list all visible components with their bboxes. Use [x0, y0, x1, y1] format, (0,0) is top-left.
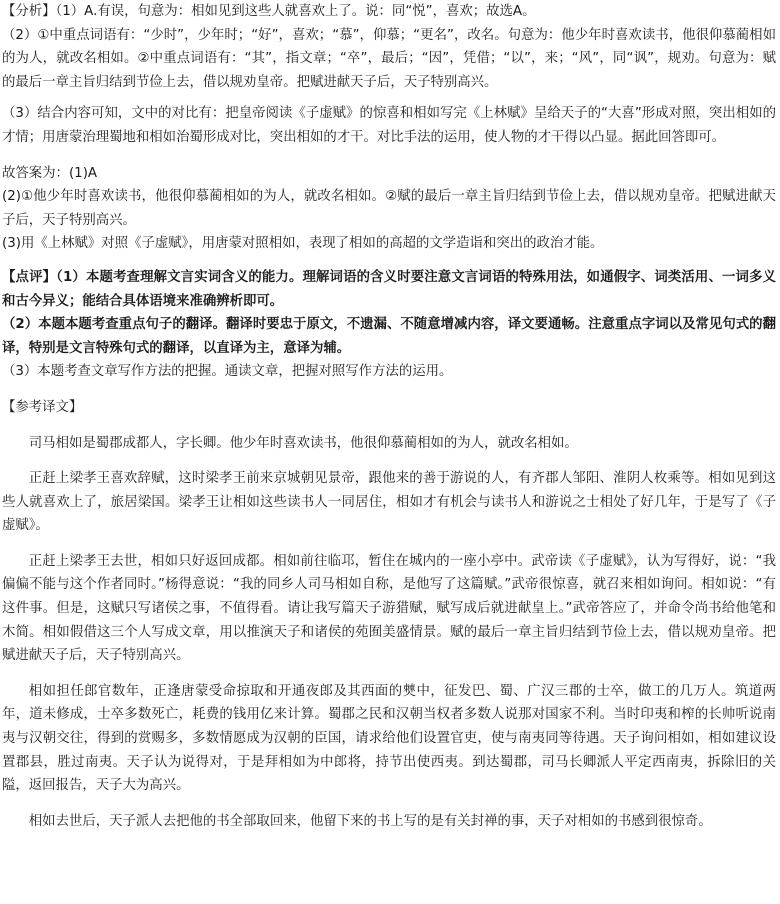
- answer-item-2: (2)①他少年时喜欢读书，他很仰慕蔺相如的为人，就改名相如。②赋的最后一章主旨归结到节俭上去，借以规劝皇帝。把赋进献天子后，天子特别高兴。: [2, 189, 776, 228]
- translation-paragraph-4: 相如担任郎官数年，正逢唐蒙受命掠取和开通夜郎及其西面的僰中，征发巴、蜀、广汉三郡的士卒，做工的几万人。筑道两年，道未修成，士卒多数死亡，耗费的钱用亿来计算。蜀郡之民和汉朝当权者多数人说那对国家不利。当时印夷和榨的长帅听说南夷与汉朝交往，得到的赏赐多，多数情愿成为汉朝的臣国，请求给他们设置官吏，使与南夷同等待遇。天子询问相如，相如建议设置郡县，胜过南夷。天子认为说得对，于是拜相如为中郎将，持节出使西夷。到达蜀郡，司马长卿派人平定西南夷，拆除旧的关隘，返回报告，天子大为高兴。: [2, 683, 776, 794]
- translation-paragraph-5: 相如去世后，天子派人去把他的书全部取回来，他留下来的书上写的是有关封禅的事，天子对相如的书感到很惊奇。: [28, 813, 712, 829]
- analysis-point-1: [2, 0, 776, 24]
- translation-paragraph-3: 正赶上梁孝王去世，相如只好返回成都。相如前往临邛，暂住在城内的一座小亭中。武帝读《子虚赋》，认为写得好，说：“我偏偏不能与这个作者同时。”杨得意说：“我的同乡人司马相如自称，是他写了这篇赋。”武帝很惊喜，就召来相如询问。相如说：“有这件事。但是，这赋只写诸侯之事，不值得看。请让我写篇天子游猎赋，赋写成后就进献皇上。”武帝答应了，并命令尚书给他笔和木简。相如假借这三个人写成文章，用以推演天子和诸侯的苑囿美盛情景。赋的最后一章主旨归结到节俭上去，借以规劝皇帝。把赋进献天子后，天子特别高兴。: [2, 553, 776, 664]
- translation-paragraph-1: 司马相如是蜀郡成都人，字长卿。他少年时喜欢读书，他很仰慕蔺相如的为人，就改名相如。: [28, 435, 578, 451]
- translation-section: [2, 396, 776, 834]
- analysis-point-2: （2）①中重点词语有：“少时”，少年时；“好”，喜欢；“慕”，仰慕；“更名”，改名。句意为：他少年时喜欢读书，他很仰慕蔺相如的为人，就改名相如。②中重点词语有：“其”，指文章；“卒”，最后；“因”，凭借；“以”，来；“风”，同“讽”，规劝。句意为：赋的最后一章主旨归结到节俭上去，借以规劝皇帝。把赋进献天子后，天子特别高兴。: [2, 27, 776, 90]
- comment-point-3: （3）本题考查文章写作方法的把握。通读文章，把握对照写作方法的运用。: [2, 364, 453, 380]
- analysis-section: [2, 0, 776, 150]
- answer-item-3: (3)用《上林赋》对照《子虚赋》，用唐蒙对照相如，表现了相如的高超的文学造诣和突出的政治才能。: [2, 236, 604, 252]
- analysis-heading: 【分析】: [2, 4, 56, 19]
- comment-point-1: 【点评】（1）本题考查理解文言实词含义的能力。理解词语的含义时要注意文言词语的特殊用法，如通假字、词类活用、一词多义和古今异义；能结合具体语境来准确辨析即可。: [2, 269, 776, 309]
- analysis-point-1-text: （1）A.有误，句意为：相如见到这些人就喜欢上了。说：同“悦”，喜欢；故选A。: [55, 4, 536, 19]
- analysis-point-3: （3）结合内容可知，文中的对比有：把皇帝阅读《子虚赋》的惊喜和相如写完《上林赋》呈给天子的“大喜”形成对照，突出相如的才情；用唐蒙治理蜀地和相如治蜀形成对比，突出相如的才干。对比手法的运用，使人物的才干得以凸显。据此回答即可。: [2, 106, 776, 145]
- comment-point-2: （2）本题本题考查重点句子的翻译。翻译时要忠于原文，不遗漏、不随意增减内容，译文要通畅。注意重点字词以及常见句式的翻译，特别是文言特殊句式的翻译，以直译为主，意译为辅。: [2, 317, 776, 356]
- comment-section: [2, 266, 776, 384]
- answer-heading: 故答案为：(1)A: [2, 165, 98, 181]
- translation-heading: 【参考译文】: [2, 399, 83, 415]
- answer-section: [2, 162, 776, 256]
- translation-paragraph-2: 正赶上梁孝王喜欢辞赋，这时梁孝王前来京城朝见景帝，跟他来的善于游说的人，有齐郡人邹阳、淮阴人枚乘等。相如见到这些人就喜欢上了，旅居梁国。梁孝王让相如这些读书人一同居住，相如才有机会与读书人和游说之士相处了好几年，于是写了《子虚赋》。: [2, 471, 776, 534]
